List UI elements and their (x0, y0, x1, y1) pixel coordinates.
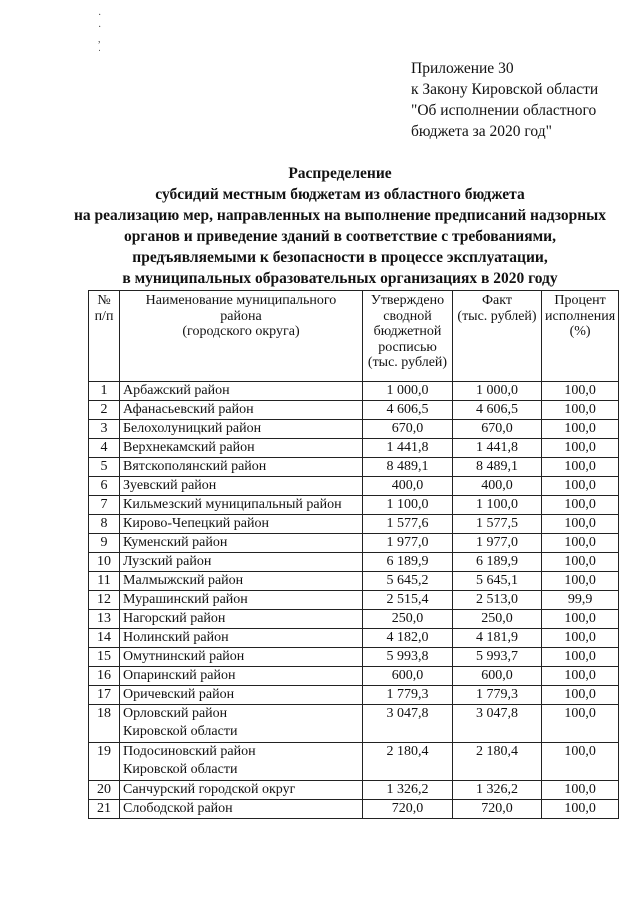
table-row (89, 477, 619, 496)
table-row (89, 534, 619, 553)
header-line-3: "Об исполнении областного (411, 102, 597, 119)
row-fact-amount: 6 189,9 (453, 553, 542, 572)
row-fact-amount: 4 606,5 (453, 401, 542, 420)
document-title (40, 163, 640, 289)
row-approved-amount: 2 515,4 (363, 591, 453, 610)
table-row (89, 629, 619, 648)
row-percent: 100,0 (542, 401, 619, 420)
row-percent: 100,0 (542, 439, 619, 458)
header-approved: Утверждено сводной бюджетной росписью (тыс. рублей) (363, 291, 453, 382)
row-fact-amount: 5 645,1 (453, 572, 542, 591)
row-approved-amount: 5 993,8 (363, 648, 453, 667)
row-percent: 99,9 (542, 591, 619, 610)
row-percent: 100,0 (542, 515, 619, 534)
row-percent: 100,0 (542, 382, 619, 401)
row-number: 14 (89, 629, 120, 648)
row-district-name: Арбажский район (120, 382, 363, 401)
row-number: 20 (89, 781, 120, 800)
row-percent: 100,0 (542, 477, 619, 496)
table-row (89, 686, 619, 705)
row-fact-amount: 1 326,2 (453, 781, 542, 800)
table-row (89, 800, 619, 819)
table-row (89, 591, 619, 610)
row-approved-amount: 1 326,2 (363, 781, 453, 800)
table-row (89, 553, 619, 572)
header-line-4: бюджета за 2020 год" (411, 123, 552, 140)
row-fact-amount: 1 441,8 (453, 439, 542, 458)
row-approved-amount: 2 180,4 (363, 743, 453, 781)
row-percent: 100,0 (542, 534, 619, 553)
row-percent: 100,0 (542, 553, 619, 572)
row-number: 17 (89, 686, 120, 705)
row-number: 8 (89, 515, 120, 534)
row-percent: 100,0 (542, 458, 619, 477)
row-approved-amount: 4 182,0 (363, 629, 453, 648)
row-number: 13 (89, 610, 120, 629)
row-fact-amount: 1 100,0 (453, 496, 542, 515)
title-line-4: органов и приведение зданий в соответствие с требованиями, (124, 228, 556, 245)
row-approved-amount: 600,0 (363, 667, 453, 686)
row-percent: 100,0 (542, 496, 619, 515)
row-approved-amount: 3 047,8 (363, 705, 453, 743)
row-district-name: Орловский район Кировской области (120, 705, 363, 743)
row-number: 1 (89, 382, 120, 401)
row-number: 12 (89, 591, 120, 610)
row-approved-amount: 1 441,8 (363, 439, 453, 458)
row-number: 5 (89, 458, 120, 477)
table-row (89, 610, 619, 629)
subsidy-table (88, 290, 619, 819)
table-row (89, 382, 619, 401)
appendix-header (411, 58, 598, 142)
row-approved-amount: 1 977,0 (363, 534, 453, 553)
row-fact-amount: 3 047,8 (453, 705, 542, 743)
row-number: 7 (89, 496, 120, 515)
row-number: 9 (89, 534, 120, 553)
row-approved-amount: 1 577,6 (363, 515, 453, 534)
table-row (89, 515, 619, 534)
table-row (89, 496, 619, 515)
row-percent: 100,0 (542, 420, 619, 439)
row-number: 6 (89, 477, 120, 496)
row-number: 18 (89, 705, 120, 743)
row-district-name: Опаринский район (120, 667, 363, 686)
header-line-2: к Закону Кировской области (411, 81, 599, 98)
row-district-name: Санчурский городской округ (120, 781, 363, 800)
table-row (89, 781, 619, 800)
table-row (89, 648, 619, 667)
row-district-name: Нагорский район (120, 610, 363, 629)
table-row (89, 439, 619, 458)
row-fact-amount: 400,0 (453, 477, 542, 496)
row-district-name: Лузский район (120, 553, 363, 572)
row-number: 21 (89, 800, 120, 819)
row-district-name: Вятскополянский район (120, 458, 363, 477)
header-line-1: Приложение 30 (411, 60, 514, 77)
row-approved-amount: 5 645,2 (363, 572, 453, 591)
row-number: 10 (89, 553, 120, 572)
title-line-3: на реализацию мер, направленных на выполнение предписаний надзорных (73, 207, 607, 224)
row-fact-amount: 2 513,0 (453, 591, 542, 610)
table-row (89, 743, 619, 781)
row-number: 15 (89, 648, 120, 667)
row-number: 4 (89, 439, 120, 458)
table-row (89, 401, 619, 420)
row-fact-amount: 4 181,9 (453, 629, 542, 648)
row-fact-amount: 250,0 (453, 610, 542, 629)
row-approved-amount: 1 000,0 (363, 382, 453, 401)
row-district-name: Оричевский район (120, 686, 363, 705)
table-row (89, 705, 619, 743)
table-row (89, 458, 619, 477)
header-num: № п/п (89, 291, 120, 382)
row-percent: 100,0 (542, 572, 619, 591)
table-row (89, 667, 619, 686)
row-number: 11 (89, 572, 120, 591)
row-fact-amount: 670,0 (453, 420, 542, 439)
row-district-name: Нолинский район (120, 629, 363, 648)
row-district-name: Подосиновский район Кировской области (120, 743, 363, 781)
table-row (89, 572, 619, 591)
title-line-5: предъявляемыми к безопасности в процессе эксплуатации, (132, 249, 548, 266)
row-district-name: Мурашинский район (120, 591, 363, 610)
row-district-name: Кильмезский муниципальный район (120, 496, 363, 515)
row-percent: 100,0 (542, 629, 619, 648)
row-district-name: Куменский район (120, 534, 363, 553)
row-district-name: Верхнекамский район (120, 439, 363, 458)
row-district-name: Слободской район (120, 800, 363, 819)
row-fact-amount: 5 993,7 (453, 648, 542, 667)
row-percent: 100,0 (542, 800, 619, 819)
header-name: Наименование муниципального района (городского округа) (120, 291, 363, 382)
row-approved-amount: 250,0 (363, 610, 453, 629)
row-district-name: Омутнинский район (120, 648, 363, 667)
row-fact-amount: 8 489,1 (453, 458, 542, 477)
row-approved-amount: 400,0 (363, 477, 453, 496)
title-line-2: субсидий местным бюджетам из областного бюджета (155, 186, 525, 203)
row-approved-amount: 8 489,1 (363, 458, 453, 477)
row-percent: 100,0 (542, 743, 619, 781)
row-fact-amount: 1 000,0 (453, 382, 542, 401)
table-header-row (89, 291, 619, 382)
scan-specks: · · , ᐧ (98, 10, 102, 57)
row-approved-amount: 670,0 (363, 420, 453, 439)
row-approved-amount: 1 100,0 (363, 496, 453, 515)
table-row (89, 420, 619, 439)
row-percent: 100,0 (542, 781, 619, 800)
row-district-name: Кирово-Чепецкий район (120, 515, 363, 534)
row-number: 3 (89, 420, 120, 439)
row-district-name: Зуевский район (120, 477, 363, 496)
row-percent: 100,0 (542, 667, 619, 686)
header-percent: Процент исполнения (%) (542, 291, 619, 382)
row-district-name: Белохолуницкий район (120, 420, 363, 439)
row-percent: 100,0 (542, 686, 619, 705)
row-district-name: Малмыжский район (120, 572, 363, 591)
row-approved-amount: 4 606,5 (363, 401, 453, 420)
row-fact-amount: 720,0 (453, 800, 542, 819)
title-line-6: в муниципальных образовательных организациях в 2020 году (122, 270, 558, 287)
row-district-name: Афанасьевский район (120, 401, 363, 420)
row-percent: 100,0 (542, 705, 619, 743)
row-number: 16 (89, 667, 120, 686)
row-number: 2 (89, 401, 120, 420)
row-approved-amount: 1 779,3 (363, 686, 453, 705)
header-fact: Факт (тыс. рублей) (453, 291, 542, 382)
row-fact-amount: 1 577,5 (453, 515, 542, 534)
row-fact-amount: 1 779,3 (453, 686, 542, 705)
row-fact-amount: 2 180,4 (453, 743, 542, 781)
row-percent: 100,0 (542, 610, 619, 629)
row-approved-amount: 720,0 (363, 800, 453, 819)
row-number: 19 (89, 743, 120, 781)
row-fact-amount: 600,0 (453, 667, 542, 686)
row-fact-amount: 1 977,0 (453, 534, 542, 553)
row-percent: 100,0 (542, 648, 619, 667)
title-line-1: Распределение (288, 165, 392, 182)
row-approved-amount: 6 189,9 (363, 553, 453, 572)
